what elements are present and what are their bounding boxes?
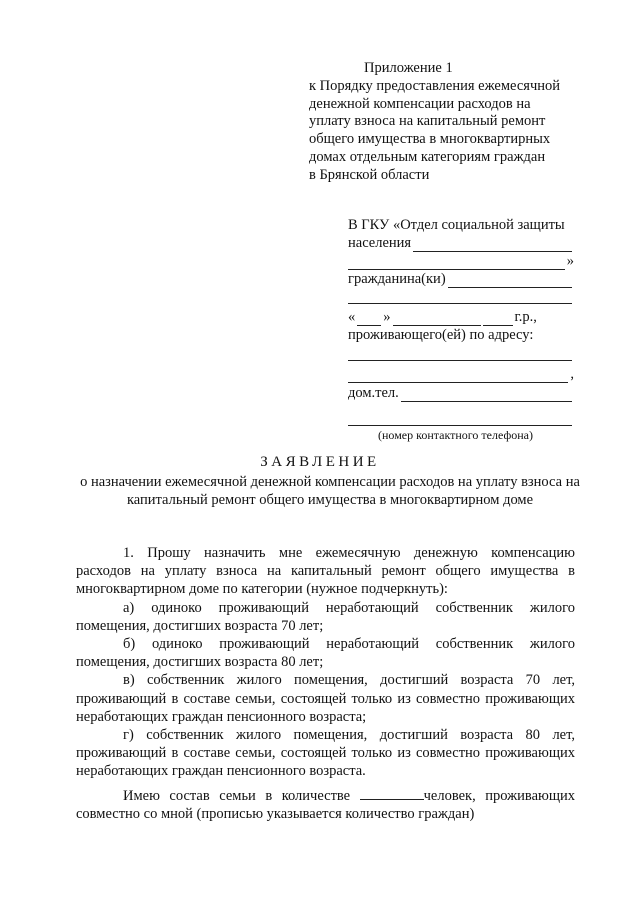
department-name-field-2[interactable] — [348, 256, 565, 270]
year-label: г.р., — [514, 309, 537, 325]
home-phone-field[interactable] — [401, 388, 572, 402]
paragraph-request: 1. Прошу назначить мне ежемесячную денежную компенсацию расходов на уплату взноса на капитальный ремонт общего имущества в многоквартирном доме по категории (нужное подчеркнуть): — [76, 545, 575, 598]
appendix-line: денежной компенсации расходов на — [309, 95, 531, 112]
birth-month-field[interactable] — [393, 312, 481, 326]
appendix-title: Приложение 1 — [364, 60, 453, 76]
close-quote: » — [566, 253, 574, 269]
department-name-field[interactable] — [413, 238, 572, 252]
citizen-name-field-2[interactable] — [348, 290, 572, 304]
option-a: а) одиноко проживающий неработающий собственник жилого помещения, достигших возраста 70 лет; — [76, 599, 575, 634]
population-row — [348, 235, 574, 252]
address-comma: , — [570, 366, 574, 382]
org-text: В ГКУ «Отдел социальной защиты — [348, 217, 565, 233]
option-b: б) одиноко проживающий неработающий собственник жилого помещения, достигших возраста 80 лет; — [76, 636, 575, 671]
living-row — [348, 327, 574, 344]
family-pre-text: Имею состав семьи в количестве — [123, 788, 351, 804]
department-row-2 — [348, 253, 574, 270]
population-label: населения — [348, 235, 412, 251]
birth-date-row — [348, 309, 574, 326]
document-title: ЗАЯВЛЕНИЕ — [260, 454, 380, 470]
birth-day-field[interactable] — [357, 312, 381, 326]
family-paragraph — [76, 787, 575, 823]
citizen-row-2 — [348, 290, 574, 304]
appendix-line: уплату взноса на капитальный ремонт — [309, 113, 546, 130]
request-body — [76, 544, 575, 781]
option-c: в) собственник жилого помещения, достигший возраста 70 лет, проживающий в составе семьи, состоящей только из совместно проживающих неработающих граждан пенсионного возраста; — [76, 672, 575, 725]
appendix-line: в Брянской области — [309, 166, 430, 183]
address-field-2[interactable] — [348, 369, 568, 383]
appendix-line: общего имущества в многоквартирных — [309, 131, 551, 148]
address-row-1 — [348, 347, 574, 361]
family-text — [76, 787, 575, 823]
date-close-quote: » — [383, 309, 391, 325]
option-d: г) собственник жилого помещения, достигший возраста 80 лет, проживающий в составе семьи, состоящей только из совместно проживающих неработающих граждан пенсионного возраста. — [76, 727, 575, 780]
addressee-org — [348, 217, 574, 234]
phone-label: дом.тел. — [348, 385, 399, 401]
address-field-1[interactable] — [348, 347, 572, 361]
contact-phone-row — [348, 412, 574, 426]
appendix-line: домах отдельным категориям граждан — [309, 148, 546, 165]
citizen-label: гражданина(ки) — [348, 271, 446, 287]
birth-year-field[interactable] — [483, 312, 513, 326]
document-subtitle: о назначении ежемесячной денежной компенсации расходов на уплату взноса на капитальный ремонт общего имущества в многоквартирном доме — [80, 474, 580, 508]
living-label: проживающего(ей) по адресу: — [348, 327, 534, 343]
phone-caption: (номер контактного телефона) — [378, 428, 533, 442]
citizen-name-field[interactable] — [448, 274, 572, 288]
family-count-field[interactable] — [360, 787, 424, 800]
family-post-text: человек, проживающих совместно со мной (прописью указывается количество граждан) — [76, 788, 576, 823]
appendix-block — [309, 60, 609, 185]
date-open-quote: « — [348, 309, 356, 325]
appendix-line: к Порядку предоставления ежемесячной — [309, 77, 561, 94]
contact-phone-field[interactable] — [348, 412, 572, 426]
citizen-row — [348, 271, 574, 288]
phone-row — [348, 385, 574, 402]
address-row-2 — [348, 366, 574, 383]
